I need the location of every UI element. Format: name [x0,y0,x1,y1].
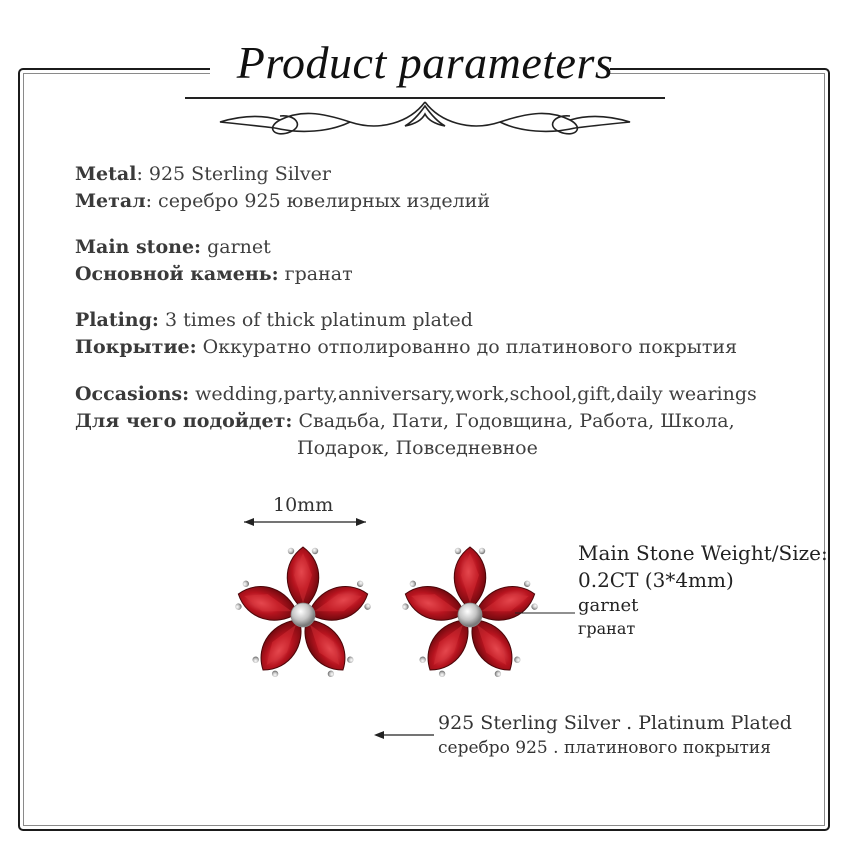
metal-label-en: Metal [75,163,137,185]
stone-label-ru: Основной камень: [75,263,279,285]
stone-param [75,234,353,288]
stone-value-ru: гранат [278,263,353,285]
occasions-label-en: Occasions: [75,383,190,405]
metal-value-ru: : серебро 925 ювелирных изделий [145,190,491,212]
callout-weight-title: Main Stone Weight/Size: [578,541,828,565]
occasions-value-en: wedding,party,anniversary,work,school,gift,daily wearings [189,383,757,405]
title-ornament [180,92,670,142]
material-caption-ru: серебро 925 . платинового покрытия [438,738,771,758]
stone-callout [578,540,828,640]
metal-label-ru: Метал [75,190,146,212]
occasions-param [75,381,757,462]
stone-value-en: garnet [201,236,271,258]
flower-earrings-image [215,535,555,710]
callout-weight-value: 0.2CT (3*4mm) [578,568,734,592]
plating-label-en: Plating: [75,309,159,331]
material-arrow [372,728,434,742]
plating-value-ru: Оккуратно отполированно до платинового покрытия [196,336,738,358]
occasions-label-ru: Для чего подойдет: [75,410,293,432]
plating-label-ru: Покрытие: [75,336,197,358]
stone-label-en: Main stone: [75,236,202,258]
width-label: 10mm [273,494,334,516]
page-title: Product parameters [236,37,614,88]
callout-stone-en: garnet [578,595,639,616]
material-caption-en: 925 Sterling Silver . Platinum Plated [438,712,792,734]
callout-stone-ru: гранат [578,619,636,638]
occasions-value-ru: Свадьба, Пати, Годовщина, Работа, Школа, [292,410,735,432]
stone-leader-line [515,610,575,616]
metal-param [75,161,490,215]
width-dimension-arrow [240,512,370,532]
occasions-value-ru-2: Подарок, Повседневное [297,437,538,459]
material-caption [438,710,792,760]
plating-value-en: 3 times of thick platinum plated [158,309,473,331]
plating-param [75,307,737,361]
earring-left [233,547,372,679]
metal-value-en: : 925 Sterling Silver [136,163,331,185]
